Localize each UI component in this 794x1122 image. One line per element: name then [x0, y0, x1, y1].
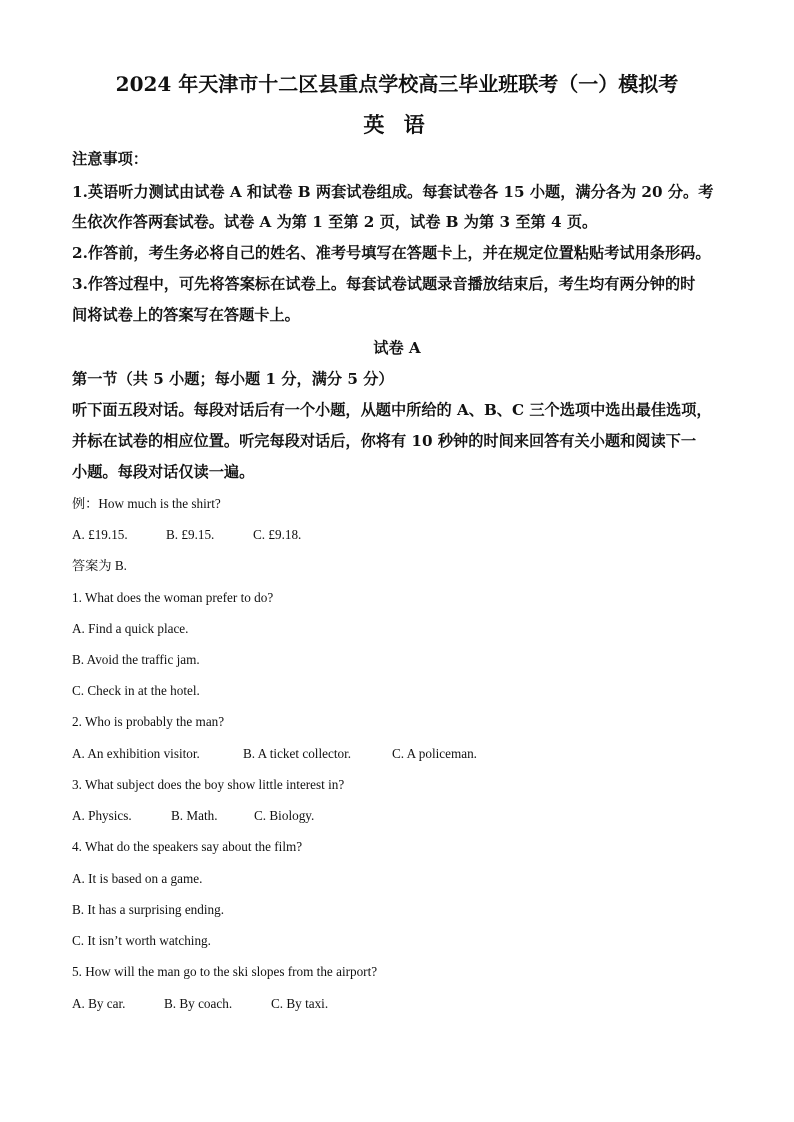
question-3-option-a: A. Physics. — [72, 808, 132, 823]
question-4-option-c: C. It isn’t worth watching. — [72, 933, 211, 948]
instruction-line-2: 并标在试卷的相应位置。听完每段对话后，你将有 10 秒钟的时间来回答有关小题和阅读下一 — [72, 432, 697, 450]
question-2-option-c: C. A policeman. — [392, 746, 477, 761]
notice-item-1-line-2: 生依次作答两套试卷。试卷 A 为第 1 至第 2 页，试卷 B 为第 3 至第 4 页。 — [72, 213, 598, 231]
question-5-options — [72, 995, 722, 1013]
example-option-b: B. £9.15. — [166, 527, 215, 542]
question-1-option-a: A. Find a quick place. — [72, 621, 189, 636]
question-3-options — [72, 807, 722, 825]
paper-label: 试卷 A — [373, 339, 421, 357]
notice-heading: 注意事项： — [72, 150, 148, 168]
question-1-option-c: C. Check in at the hotel. — [72, 683, 200, 698]
question-2-option-a: A. An exhibition visitor. — [72, 746, 200, 761]
question-5-option-c: C. By taxi. — [271, 996, 329, 1011]
notice-item-2: 2.作答前，考生务必将自己的姓名、准考号填写在答题卡上，并在规定位置粘贴考试用条形码。 — [72, 244, 711, 262]
example-option-c: C. £9.18. — [253, 527, 302, 542]
question-3-option-b: B. Math. — [171, 808, 218, 823]
question-1-stem: 1. What does the woman prefer to do? — [72, 590, 274, 605]
question-2-option-b: B. A ticket collector. — [243, 746, 352, 761]
example-question: 例：How much is the shirt? — [72, 496, 221, 511]
instruction-line-1: 听下面五段对话。每段对话后有一个小题，从题中所给的 A、B、C 三个选项中选出最佳选项， — [72, 401, 712, 419]
example-option-a: A. £19.15. — [72, 527, 128, 542]
exam-title: 2024 年天津市十二区县重点学校高三毕业班联考（一）模拟考 — [115, 72, 679, 96]
question-3-stem: 3. What subject does the boy show little interest in? — [72, 777, 345, 792]
question-1-option-b: B. Avoid the traffic jam. — [72, 652, 200, 667]
question-4-stem: 4. What do the speakers say about the film? — [72, 839, 303, 854]
notice-item-1-line-1: 1.英语听力测试由试卷 A 和试卷 B 两套试卷组成。每套试卷各 15 小题，满分各为 20 分。考 — [72, 183, 714, 201]
instruction-line-3: 小题。每段对话仅读一遍。 — [72, 463, 255, 481]
question-4-option-a: A. It is based on a game. — [72, 871, 203, 886]
question-5-option-b: B. By coach. — [164, 996, 233, 1011]
question-4-option-b: B. It has a surprising ending. — [72, 902, 225, 917]
subject-title: 英 语 — [363, 112, 431, 137]
question-2-stem: 2. Who is probably the man? — [72, 714, 225, 729]
example-options — [72, 526, 722, 544]
notice-item-3-line-2: 间将试卷上的答案写在答题卡上。 — [72, 306, 300, 324]
question-3-option-c: C. Biology. — [254, 808, 315, 823]
question-5-stem: 5. How will the man go to the ski slopes from the airport? — [72, 964, 378, 979]
question-2-options — [72, 745, 722, 763]
section-title: 第一节（共 5 小题；每小题 1 分，满分 5 分） — [72, 370, 394, 388]
question-5-option-a: A. By car. — [72, 996, 126, 1011]
notice-item-3-line-1: 3.作答过程中，可先将答案标在试卷上。每套试卷试题录音播放结束后，考生均有两分钟的时 — [72, 275, 696, 293]
example-answer: 答案为 B. — [72, 558, 127, 573]
